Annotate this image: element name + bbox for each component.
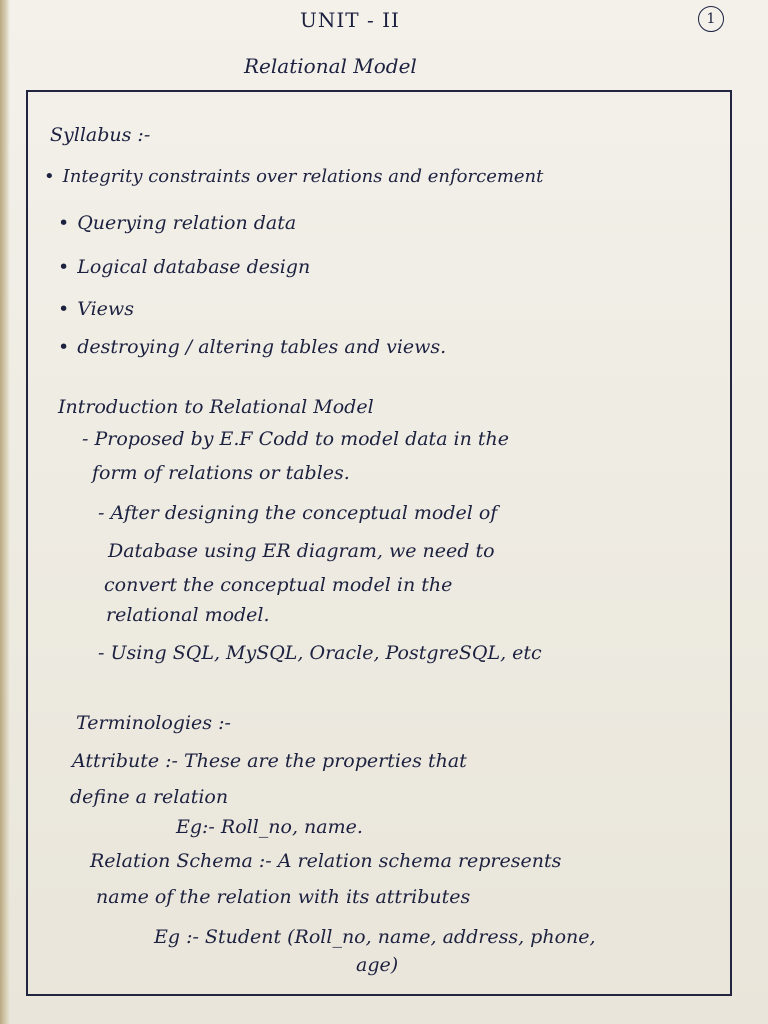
intro-line: - Proposed by E.F Codd to model data in the <box>82 428 510 450</box>
syllabus-item-text: Integrity constraints over relations and enforcement <box>62 166 544 187</box>
terminology-line: Eg :- Student (Roll_no, name, address, phone, <box>154 926 596 948</box>
syllabus-item-text: Querying relation data <box>77 212 297 234</box>
intro-line: - After designing the conceptual model of <box>98 502 498 524</box>
intro-line: relational model. <box>106 604 270 626</box>
syllabus-item <box>44 166 543 187</box>
intro-line: form of relations or tables. <box>92 462 350 484</box>
syllabus-item-text: Views <box>77 298 134 320</box>
intro-heading: Introduction to Relational Model <box>58 396 374 418</box>
syllabus-item <box>58 298 134 320</box>
syllabus-item-text: destroying / altering tables and views. <box>77 336 447 358</box>
bullet-icon: • <box>58 336 70 358</box>
page-number-badge: 1 <box>698 6 724 32</box>
intro-line: convert the conceptual model in the <box>104 574 453 596</box>
terminology-line: define a relation <box>70 786 229 808</box>
syllabus-item-text: Logical database design <box>77 256 311 278</box>
bullet-icon: • <box>58 256 70 278</box>
syllabus-item <box>58 256 310 278</box>
terminology-line: Attribute :- These are the properties that <box>72 750 467 772</box>
terminology-line: Eg:- Roll_no, name. <box>176 816 363 838</box>
bullet-icon: • <box>58 212 70 234</box>
bullet-icon: • <box>44 166 55 187</box>
syllabus-heading: Syllabus :- <box>50 124 151 146</box>
page-binding-edge <box>0 0 10 1024</box>
terminology-line: Relation Schema :- A relation schema represents <box>90 850 562 872</box>
page-subtitle: Relational Model <box>244 54 417 78</box>
intro-line: Database using ER diagram, we need to <box>108 540 495 562</box>
unit-title: UNIT - II <box>300 8 400 32</box>
terminologies-heading: Terminologies :- <box>76 712 231 734</box>
intro-line: - Using SQL, MySQL, Oracle, PostgreSQL, etc <box>98 642 542 664</box>
terminology-line: name of the relation with its attributes <box>96 886 471 908</box>
terminology-line: age) <box>356 954 399 976</box>
syllabus-item <box>58 336 446 358</box>
bullet-icon: • <box>58 298 70 320</box>
syllabus-item <box>58 212 296 234</box>
